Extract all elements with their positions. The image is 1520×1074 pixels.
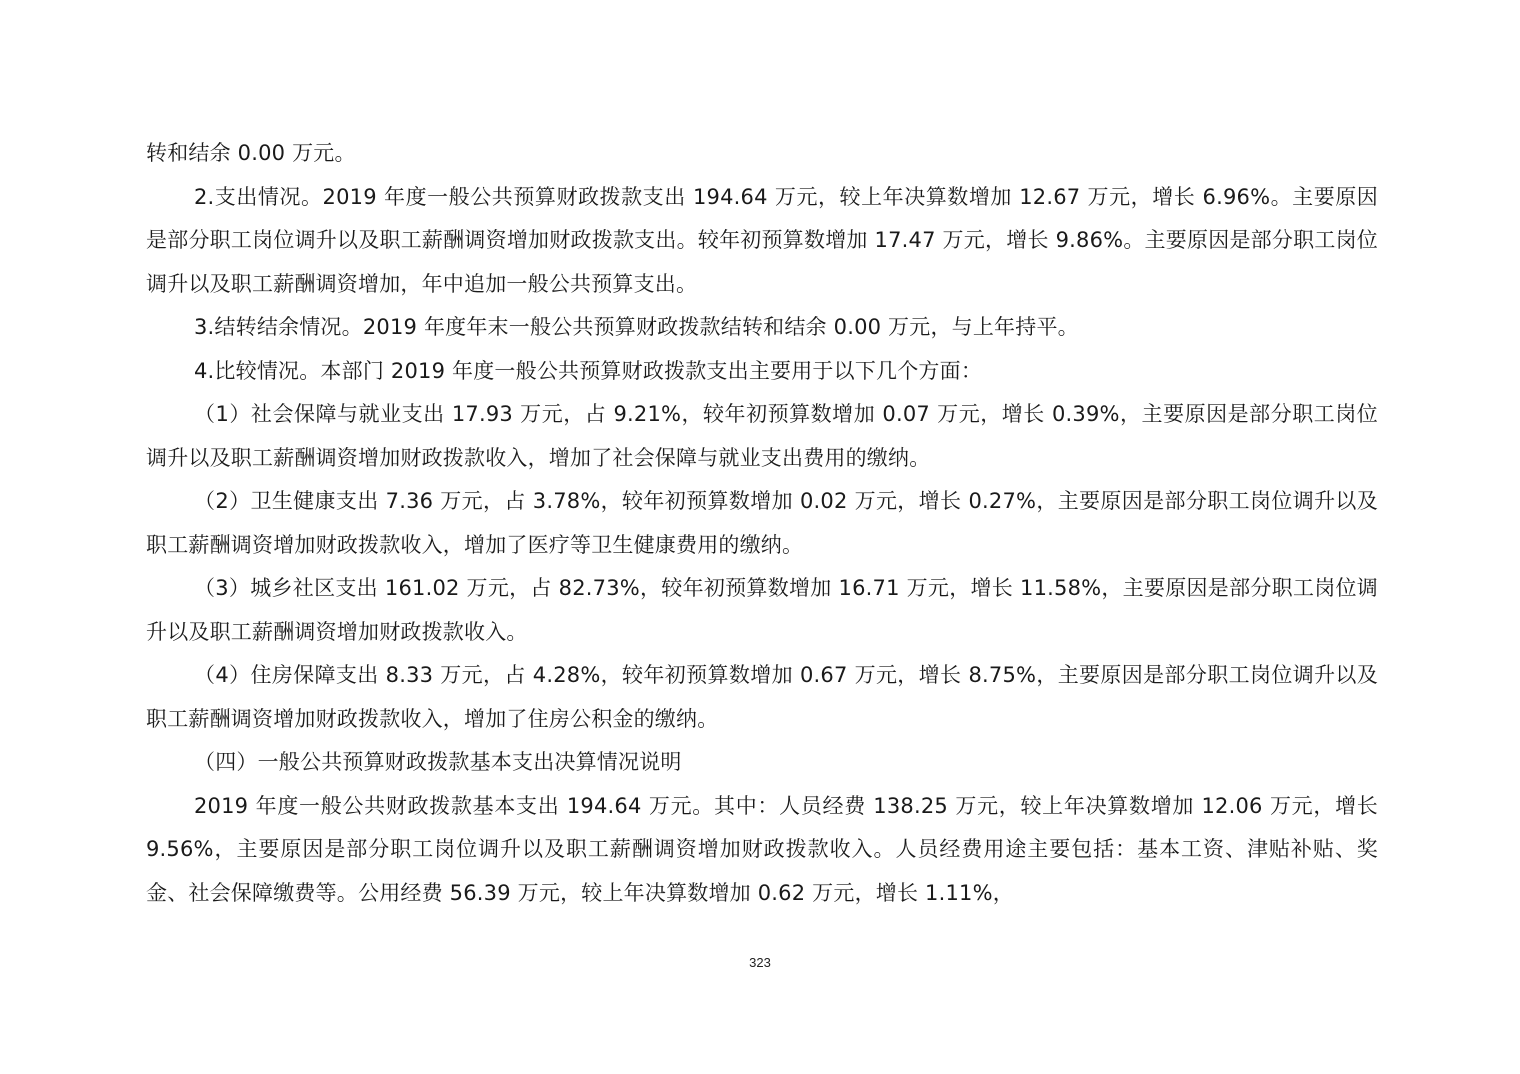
paragraph-housing: （4）住房保障支出 8.33 万元，占 4.28%，较年初预算数增加 0.67 万元，增长 8.75%，主要原因是部分职工岗位调升以及职工薪酬调资增加财政拨款收入，增加了住房公积金的缴纳。: [146, 663, 1378, 731]
paragraph-basic-expenditure: 2019 年度一般公共财政拨款基本支出 194.64 万元。其中：人员经费 138.25 万元，较上年决算数增加 12.06 万元，增长 9.56%，主要原因是部分职工岗位调升以及职工薪酬调资增加财政拨款收入。人员经费用途主要包括：基本工资、津贴补贴、奖金、社会保障缴费等。公用经费 56.39 万元，较上年决算数增加 0.62 万元，增长 1.11%，: [146, 793, 1378, 905]
paragraph-social-security: （1）社会保障与就业支出 17.93 万元，占 9.21%，较年初预算数增加 0.07 万元，增长 0.39%，主要原因是部分职工岗位调升以及职工薪酬调资增加财政拨款收入，增加了社会保障与就业支出费用的缴纳。: [146, 402, 1378, 470]
paragraph-urban-rural: （3）城乡社区支出 161.02 万元，占 82.73%，较年初预算数增加 16.71 万元，增长 11.58%，主要原因是部分职工岗位调升以及职工薪酬调资增加财政拨款收入。: [146, 576, 1378, 644]
section-heading: （四）一般公共预算财政拨款基本支出决算情况说明: [194, 750, 682, 774]
page-number: 323: [749, 955, 771, 970]
paragraph-expenditure: 2.支出情况。2019 年度一般公共预算财政拨款支出 194.64 万元，较上年决算数增加 12.67 万元，增长 6.96%。主要原因是部分职工岗位调升以及职工薪酬调资增加财政拨款支出。较年初预算数增加 17.47 万元，增长 9.86%。主要原因是部分职工岗位调升以及职工薪酬调资增加，年中追加一般公共预算支出。: [146, 184, 1378, 296]
paragraph-carryover: 转和结余 0.00 万元。: [146, 141, 356, 165]
paragraph-health: （2）卫生健康支出 7.36 万元，占 3.78%，较年初预算数增加 0.02 万元，增长 0.27%，主要原因是部分职工岗位调升以及职工薪酬调资增加财政拨款收入，增加了医疗等卫生健康费用的缴纳。: [146, 489, 1378, 557]
paragraph-comparison: 4.比较情况。本部门 2019 年度一般公共预算财政拨款支出主要用于以下几个方面：: [194, 358, 983, 383]
body-text: [146, 132, 1378, 915]
paragraph-balance: 3.结转结余情况。2019 年度年末一般公共预算财政拨款结转和结余 0.00 万元，与上年持平。: [194, 315, 1079, 339]
